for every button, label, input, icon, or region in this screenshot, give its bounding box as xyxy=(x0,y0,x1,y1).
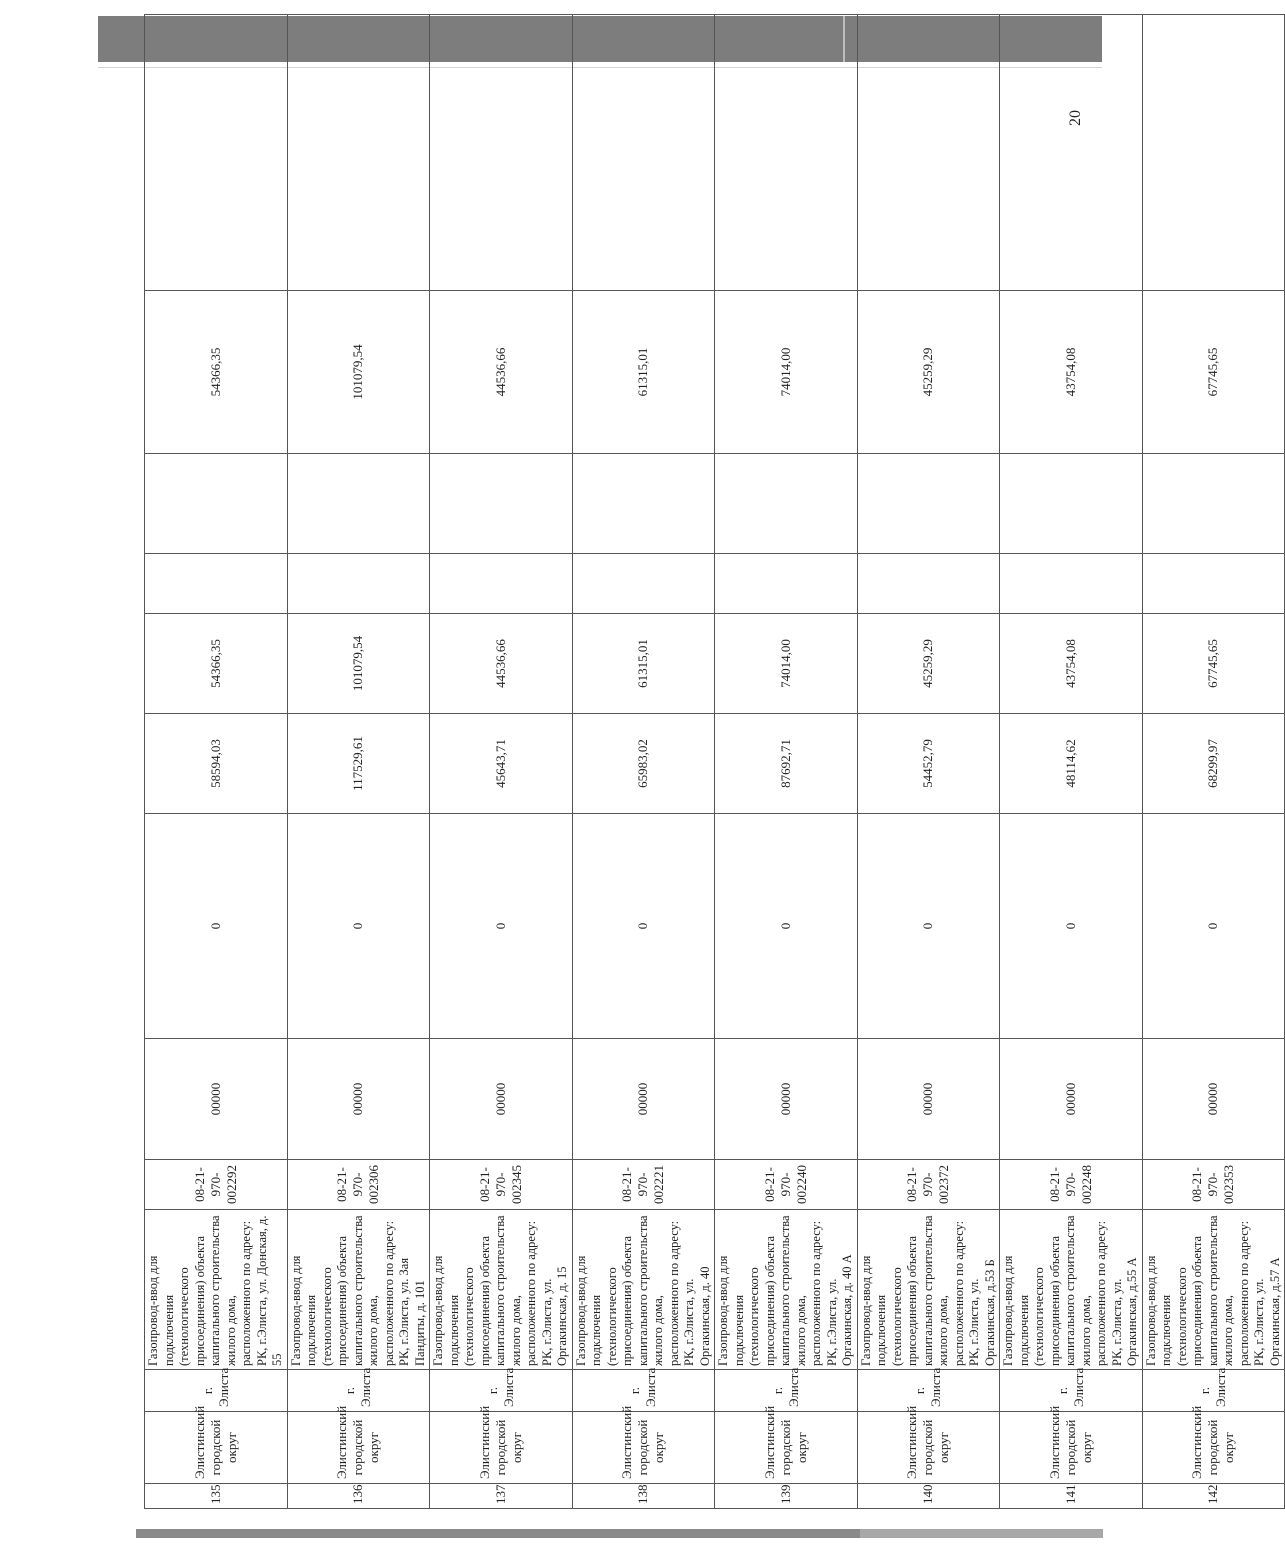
objects-table xyxy=(144,14,1285,1509)
empty-cell xyxy=(430,554,573,614)
city-name: г. Элиста xyxy=(1000,1370,1143,1412)
total-cost: 67745,65 xyxy=(1142,291,1285,454)
estimated-cost: 48114,62 xyxy=(1000,714,1143,814)
table-row xyxy=(572,15,715,1509)
empty-cell xyxy=(715,554,858,614)
city-name: г. Элиста xyxy=(287,1370,430,1412)
scan-bottom-band-light xyxy=(860,1529,1103,1538)
city-name: г. Элиста xyxy=(1142,1370,1285,1412)
object-code: 08-21-970-002240 xyxy=(715,1160,858,1210)
zero-value: 0 xyxy=(572,814,715,1039)
total-cost: 43754,08 xyxy=(1000,291,1143,454)
empty-cell xyxy=(715,15,858,291)
empty-cell xyxy=(287,554,430,614)
object-description: Газопровод-ввод для подключения (технологического присоединения) объекта капитального строительства жилого дома, расположенного по адресу: РК, г.Элиста, ул. Донская, д. 55 xyxy=(145,1210,288,1370)
object-description: Газопровод-ввод для подключения (технологического присоединения) объекта капитального строительства жилого дома, расположенного по адресу: РК, г.Элиста, ул. Зая Пандиты, д. 101 xyxy=(287,1210,430,1370)
district-name: Элистинский городской округ xyxy=(287,1412,430,1484)
object-code: 08-21-970-002306 xyxy=(287,1160,430,1210)
total-cost: 44536,66 xyxy=(430,291,573,454)
code-zeros: 00000 xyxy=(1000,1039,1143,1160)
code-zeros: 00000 xyxy=(430,1039,573,1160)
empty-cell xyxy=(145,15,288,291)
code-zeros: 00000 xyxy=(1142,1039,1285,1160)
object-code: 08-21-970-002372 xyxy=(857,1160,1000,1210)
estimated-cost: 45643,71 xyxy=(430,714,573,814)
table-row xyxy=(1142,15,1285,1509)
zero-value: 0 xyxy=(857,814,1000,1039)
empty-cell xyxy=(1142,454,1285,554)
empty-cell xyxy=(572,454,715,554)
empty-cell xyxy=(857,454,1000,554)
object-description: Газопровод-ввод для подключения (технологического присоединения) объекта капитального строительства жилого дома, расположенного по адресу: РК, г.Элиста, ул. Оргакинская, д. 40 xyxy=(572,1210,715,1370)
code-zeros: 00000 xyxy=(287,1039,430,1160)
zero-value: 0 xyxy=(1000,814,1143,1039)
rotated-table-wrapper xyxy=(144,115,1282,1509)
empty-cell xyxy=(1000,454,1143,554)
object-code: 08-21-970-002292 xyxy=(145,1160,288,1210)
row-number: 140 xyxy=(857,1484,1000,1509)
district-name: Элистинский городской округ xyxy=(572,1412,715,1484)
page-number: 20 xyxy=(1067,110,1084,126)
table-row xyxy=(287,15,430,1509)
estimated-cost: 87692,71 xyxy=(715,714,858,814)
object-description: Газопровод-ввод для подключения (технологического присоединения) объекта капитального строительства жилого дома, расположенного по адресу: РК, г.Элиста, ул. Оргакинская, д. 15 xyxy=(430,1210,573,1370)
district-name: Элистинский городской округ xyxy=(1000,1412,1143,1484)
empty-cell xyxy=(1000,554,1143,614)
zero-value: 0 xyxy=(145,814,288,1039)
object-description: Газопровод-ввод для подключения (технологического присоединения) объекта капитального строительства жилого дома, расположенного по адресу: РК, г.Элиста, ул. Оргакинская, д.57 А xyxy=(1142,1210,1285,1370)
empty-cell xyxy=(145,554,288,614)
city-name: г. Элиста xyxy=(145,1370,288,1412)
city-name: г. Элиста xyxy=(430,1370,573,1412)
empty-cell xyxy=(145,454,288,554)
object-code: 08-21-970-002345 xyxy=(430,1160,573,1210)
table-row xyxy=(430,15,573,1509)
contract-cost: 43754,08 xyxy=(1000,614,1143,714)
total-cost: 61315,01 xyxy=(572,291,715,454)
empty-cell xyxy=(572,554,715,614)
estimated-cost: 65983,02 xyxy=(572,714,715,814)
zero-value: 0 xyxy=(715,814,858,1039)
row-number: 137 xyxy=(430,1484,573,1509)
contract-cost: 44536,66 xyxy=(430,614,573,714)
row-number: 141 xyxy=(1000,1484,1143,1509)
city-name: г. Элиста xyxy=(572,1370,715,1412)
contract-cost: 101079,54 xyxy=(287,614,430,714)
total-cost: 101079,54 xyxy=(287,291,430,454)
empty-cell xyxy=(572,15,715,291)
object-description: Газопровод-ввод для подключения (технологического присоединения) объекта капитального строительства жилого дома, расположенного по адресу: РК, г.Элиста, ул. Оргакинская, д.53 Б xyxy=(857,1210,1000,1370)
code-zeros: 00000 xyxy=(857,1039,1000,1160)
empty-cell xyxy=(287,454,430,554)
estimated-cost: 117529,61 xyxy=(287,714,430,814)
empty-cell xyxy=(287,15,430,291)
zero-value: 0 xyxy=(430,814,573,1039)
zero-value: 0 xyxy=(287,814,430,1039)
row-number: 138 xyxy=(572,1484,715,1509)
row-number: 135 xyxy=(145,1484,288,1509)
contract-cost: 74014,00 xyxy=(715,614,858,714)
table-row xyxy=(715,15,858,1509)
city-name: г. Элиста xyxy=(715,1370,858,1412)
empty-cell xyxy=(1000,15,1143,291)
object-code: 08-21-970-002353 xyxy=(1142,1160,1285,1210)
total-cost: 54366,35 xyxy=(145,291,288,454)
contract-cost: 54366,35 xyxy=(145,614,288,714)
row-number: 139 xyxy=(715,1484,858,1509)
city-name: г. Элиста xyxy=(857,1370,1000,1412)
empty-cell xyxy=(857,15,1000,291)
estimated-cost: 58594,03 xyxy=(145,714,288,814)
contract-cost: 61315,01 xyxy=(572,614,715,714)
empty-cell xyxy=(857,554,1000,614)
empty-cell xyxy=(1142,554,1285,614)
total-cost: 74014,00 xyxy=(715,291,858,454)
district-name: Элистинский городской округ xyxy=(145,1412,288,1484)
total-cost: 45259,29 xyxy=(857,291,1000,454)
estimated-cost: 68299,97 xyxy=(1142,714,1285,814)
object-code: 08-21-970-002248 xyxy=(1000,1160,1143,1210)
code-zeros: 00000 xyxy=(145,1039,288,1160)
district-name: Элистинский городской округ xyxy=(715,1412,858,1484)
contract-cost: 45259,29 xyxy=(857,614,1000,714)
empty-cell xyxy=(430,454,573,554)
object-description: Газопровод-ввод для подключения (технологического присоединения) объекта капитального строительства жилого дома, расположенного по адресу: РК, г.Элиста, ул. Оргакинская, д. 40 А xyxy=(715,1210,858,1370)
row-number: 136 xyxy=(287,1484,430,1509)
object-code: 08-21-970-002221 xyxy=(572,1160,715,1210)
estimated-cost: 54452,79 xyxy=(857,714,1000,814)
code-zeros: 00000 xyxy=(715,1039,858,1160)
table-row xyxy=(145,15,288,1509)
table-row xyxy=(857,15,1000,1509)
empty-cell xyxy=(715,454,858,554)
empty-cell xyxy=(430,15,573,291)
contract-cost: 67745,65 xyxy=(1142,614,1285,714)
zero-value: 0 xyxy=(1142,814,1285,1039)
district-name: Элистинский городской округ xyxy=(430,1412,573,1484)
district-name: Элистинский городской округ xyxy=(1142,1412,1285,1484)
object-description: Газопровод-ввод для подключения (технологического присоединения) объекта капитального строительства жилого дома, расположенного по адресу: РК, г.Элиста, ул. Оргакинская, д.55 А xyxy=(1000,1210,1143,1370)
table-row xyxy=(1000,15,1143,1509)
code-zeros: 00000 xyxy=(572,1039,715,1160)
row-number: 142 xyxy=(1142,1484,1285,1509)
district-name: Элистинский городской округ xyxy=(857,1412,1000,1484)
empty-cell xyxy=(1142,15,1285,291)
